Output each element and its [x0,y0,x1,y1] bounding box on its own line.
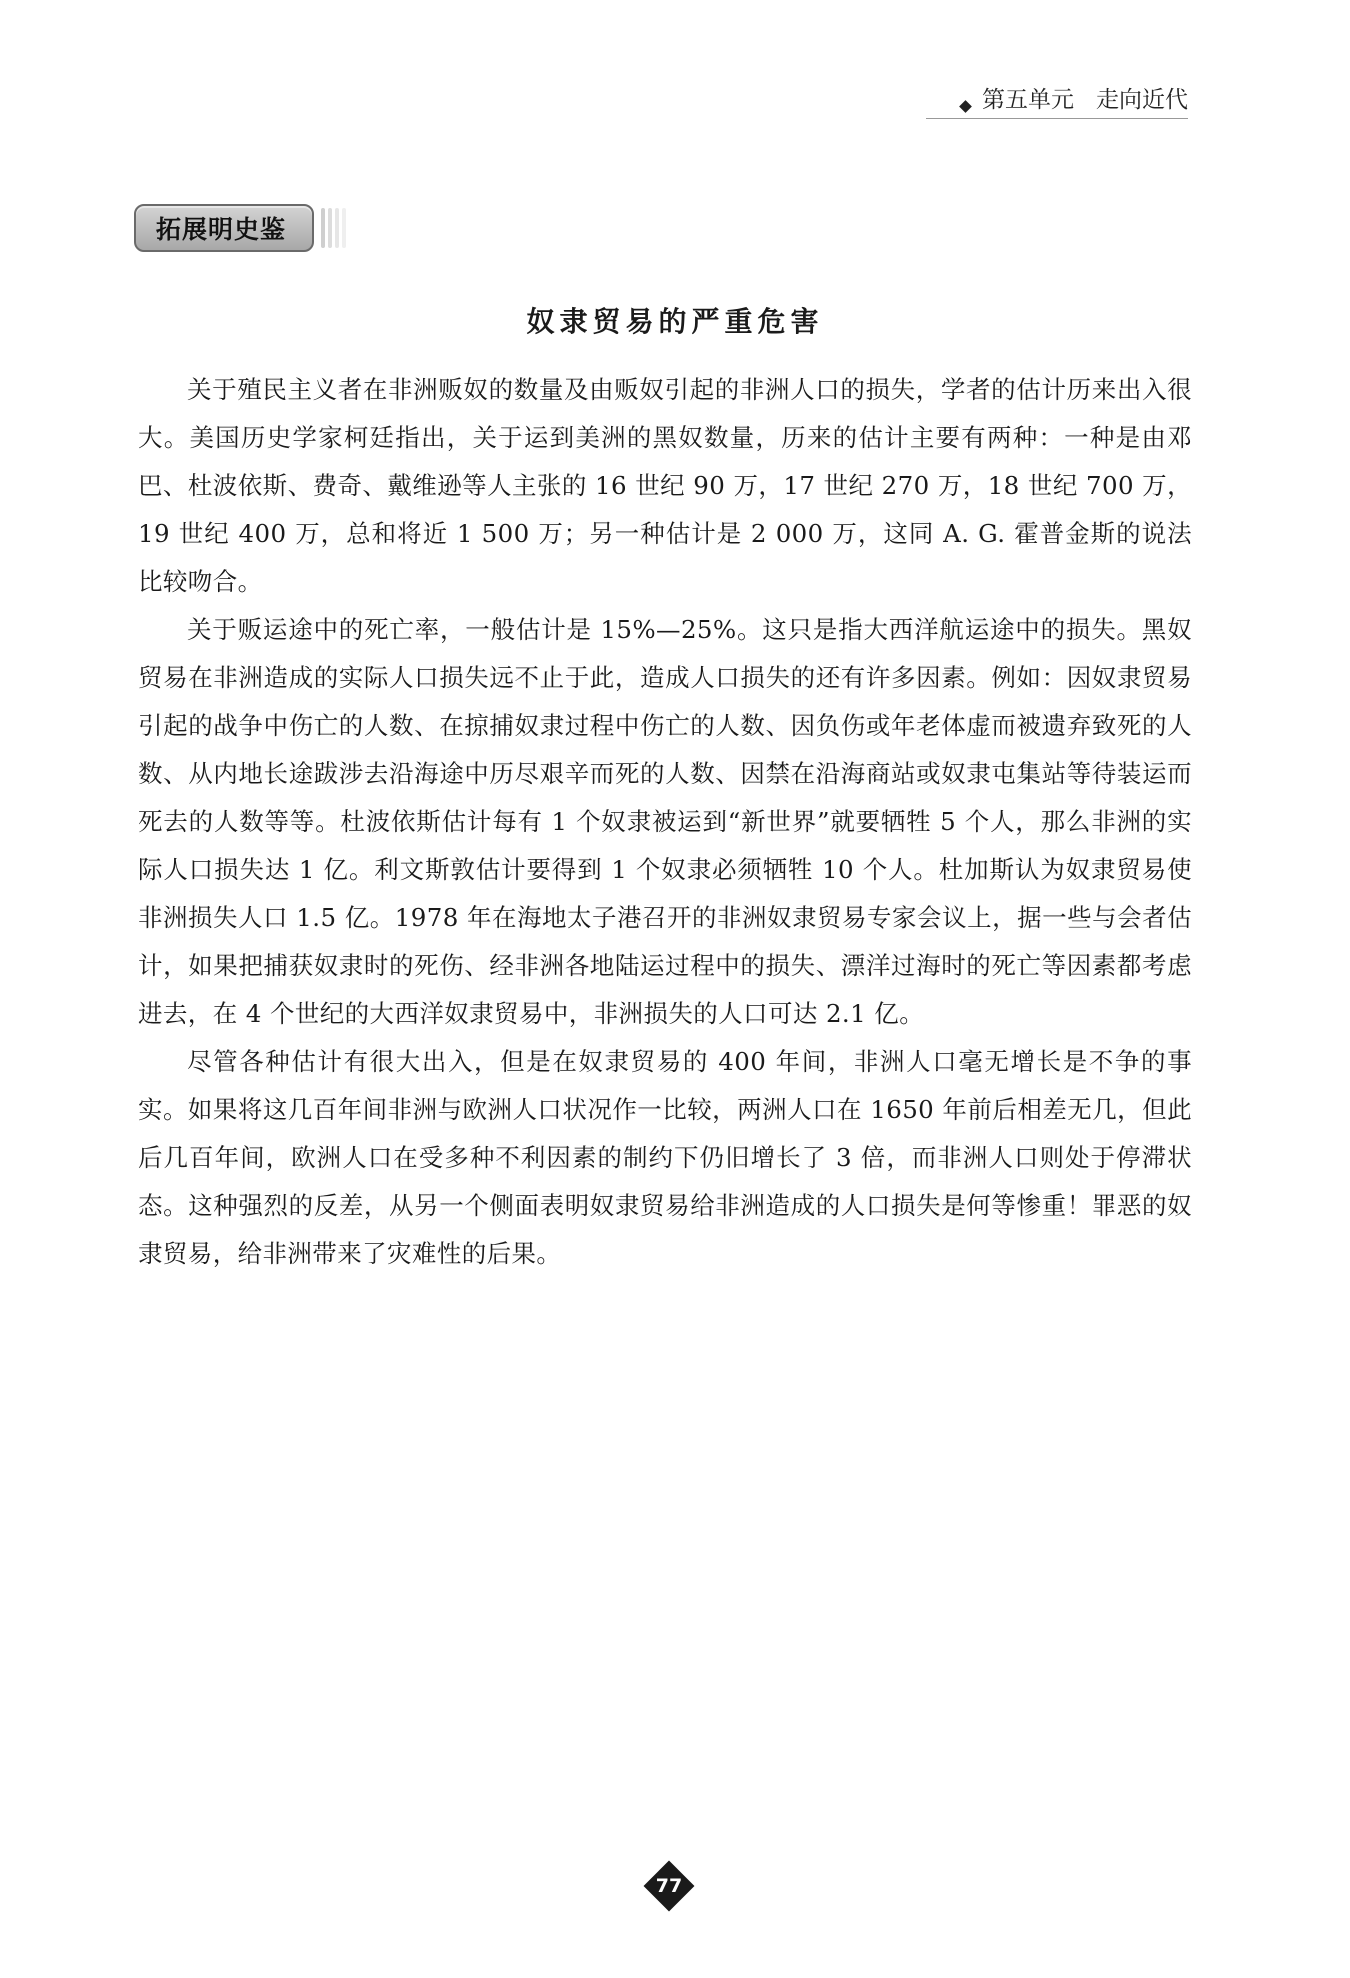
diamond-bullet-icon [959,100,972,113]
unit-number: 第五单元 [982,86,1074,113]
paragraph-2: 关于贩运途中的死亡率，一般估计是 15%—25%。这只是指大西洋航运途中的损失。黑奴贸易在非洲造成的实际人口损失远不止于此，造成人口损失的还有许多因素。例如：因奴隶贸易引起的战争中伤亡的人数、在掠捕奴隶过程中伤亡的人数、因负伤或年老体虚而被遗弃致死的人数、从内地长途跋涉去沿海途中历尽艰辛而死的人数、因禁在沿海商站或奴隶屯集站等待装运而死去的人数等等。杜波依斯估计每有 1 个奴隶被运到“新世界”就要牺牲 5 个人，那么非洲的实际人口损失达 1 亿。利文斯敦估计要得到 1 个奴隶必须牺牲 10 个人。杜加斯认为奴隶贸易使非洲损失人口 1.5 亿。1978 年在海地太子港召开的非洲奴隶贸易专家会议上，据一些与会者估计，如果把捕获奴隶时的死伤、经非洲各地陆运过程中的损失、漂洋过海时的死亡等因素都考虑进去，在 4 个世纪的大西洋奴隶贸易中，非洲损失的人口可达 2.1 亿。 [138,615,1192,1028]
paragraph-1: 关于殖民主义者在非洲贩奴的数量及由贩奴引起的非洲人口的损失，学者的估计历来出入很大。美国历史学家柯廷指出，关于运到美洲的黑奴数量，历来的估计主要有两种：一种是由邓巴、杜波依斯、费奇、戴维逊等人主张的 16 世纪 90 万，17 世纪 270 万，18 世纪 700 万，19 世纪 400 万，总和将近 1 500 万；另一种估计是 2 000 万，这同 A. G. 霍普金斯的说法比较吻合。 [138,375,1192,596]
running-header [918,80,1188,114]
section-badge [134,206,346,250]
page-number [643,1860,695,1912]
section-badge-label: 拓展明史鉴 [134,204,314,252]
unit-title: 走向近代 [1096,86,1188,113]
header-divider [926,118,1188,119]
page-number-label: 77 [655,1875,683,1897]
paragraph-3: 尽管各种估计有很大出入，但是在奴隶贸易的 400 年间，非洲人口毫无增长是不争的事实。如果将这几百年间非洲与欧洲人口状况作一比较，两洲人口在 1650 年前后相差无几，但此后几百年间，欧洲人口在受多种不利因素的制约下仍旧增长了 3 倍，而非洲人口则处于停滞状态。这种强烈的反差，从另一个侧面表明奴隶贸易给非洲造成的人口损失是何等惨重！罪恶的奴隶贸易，给非洲带来了灾难性的后果。 [138,1047,1192,1268]
article-title: 奴隶贸易的严重危害 [526,305,824,338]
article-body [138,366,1192,1278]
badge-stripes-icon [318,208,346,248]
